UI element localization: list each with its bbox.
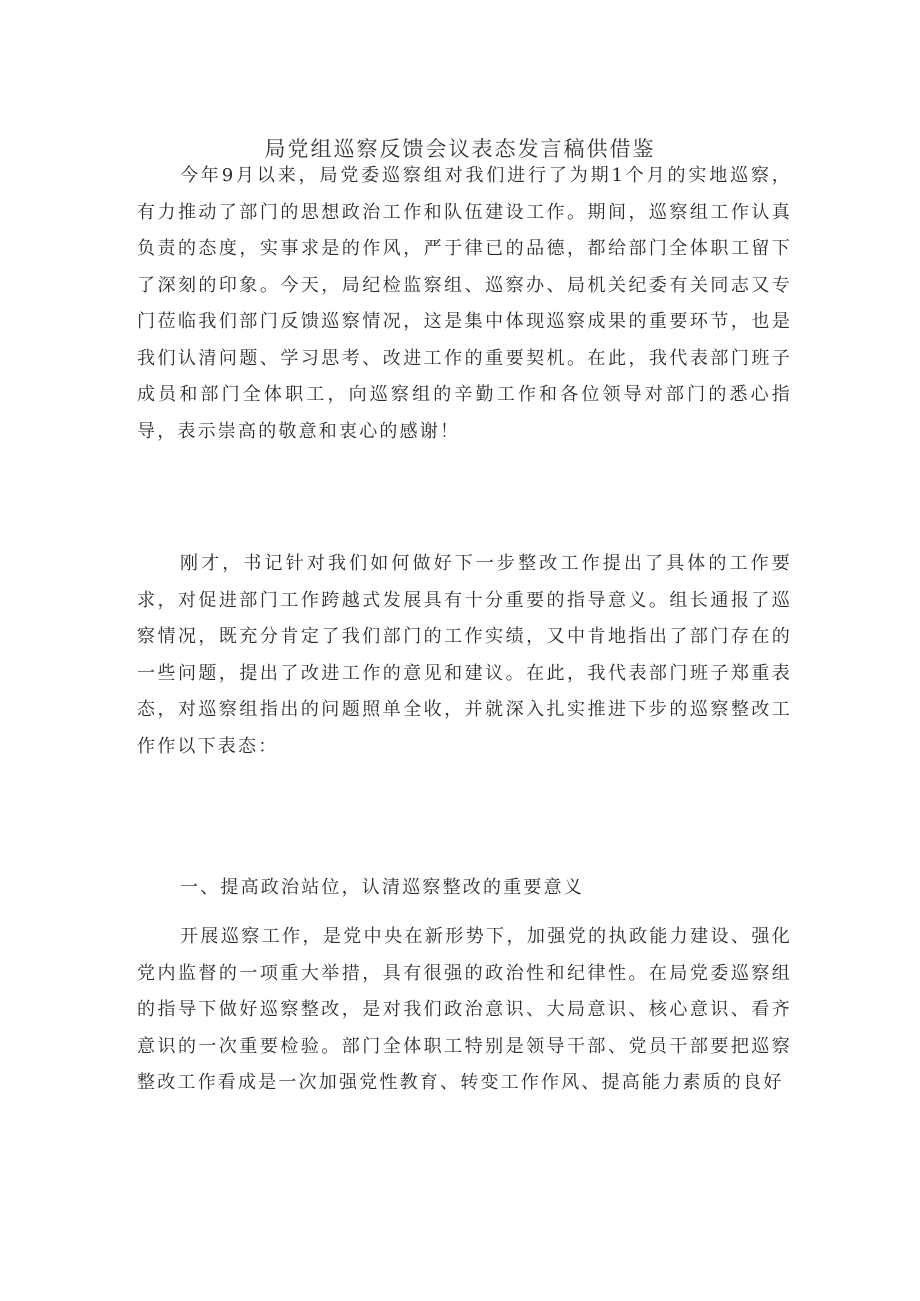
paragraph-intro: 今年9月以来，局党委巡察组对我们进行了为期1个月的实地巡察，有力推动了部门的思想政治工作和队伍建设工作。期间，巡察组工作认真负责的态度，实事求是的作风，严于律已的品德，都给部门全体职工留下了深刻的印象。今天，局纪检监察组、巡察办、局机关纪委有关同志又专门莅临我们部门反馈巡察情况，这是集中体现巡察成果的重要环节，也是我们认清问题、学习思考、改进工作的重要契机。在此，我代表部门班子成员和部门全体职工，向巡察组的辛勤工作和各位领导对部门的悉心指导，表示崇高的敬意和衷心的感谢！ [137,165,792,442]
document-title: 局党组巡察反馈会议表态发言稿供借鉴 [264,137,656,161]
section-heading: 一、提高政治站位，认清巡察整改的重要意义 [180,877,584,898]
paragraph-statement: 刚才，书记针对我们如何做好下一步整改工作提出了具体的工作要求，对促进部门工作跨越式发展具有十分重要的指导意义。组长通报了巡察情况，既充分肯定了我们部门的工作实绩，又中肯地指出了部门存在的一些问题，提出了改进工作的意见和建议。在此，我代表部门班子郑重表态，对巡察组指出的问题照单全收，并就深入扎实推进下步的巡察整改工作作以下表态： [137,553,792,757]
paragraph-section-one: 开展巡察工作，是党中央在新形势下，加强党的执政能力建设、强化党内监督的一项重大举措，具有很强的政治性和纪律性。在局党委巡察组的指导下做好巡察整改，是对我们政治意识、大局意识、核心意识、看齐意识的一次重要检验。部门全体职工特别是领导干部、党员干部要把巡察整改工作看成是一次加强党性教育、转变工作作风、提高能力素质的良好 [137,926,792,1093]
